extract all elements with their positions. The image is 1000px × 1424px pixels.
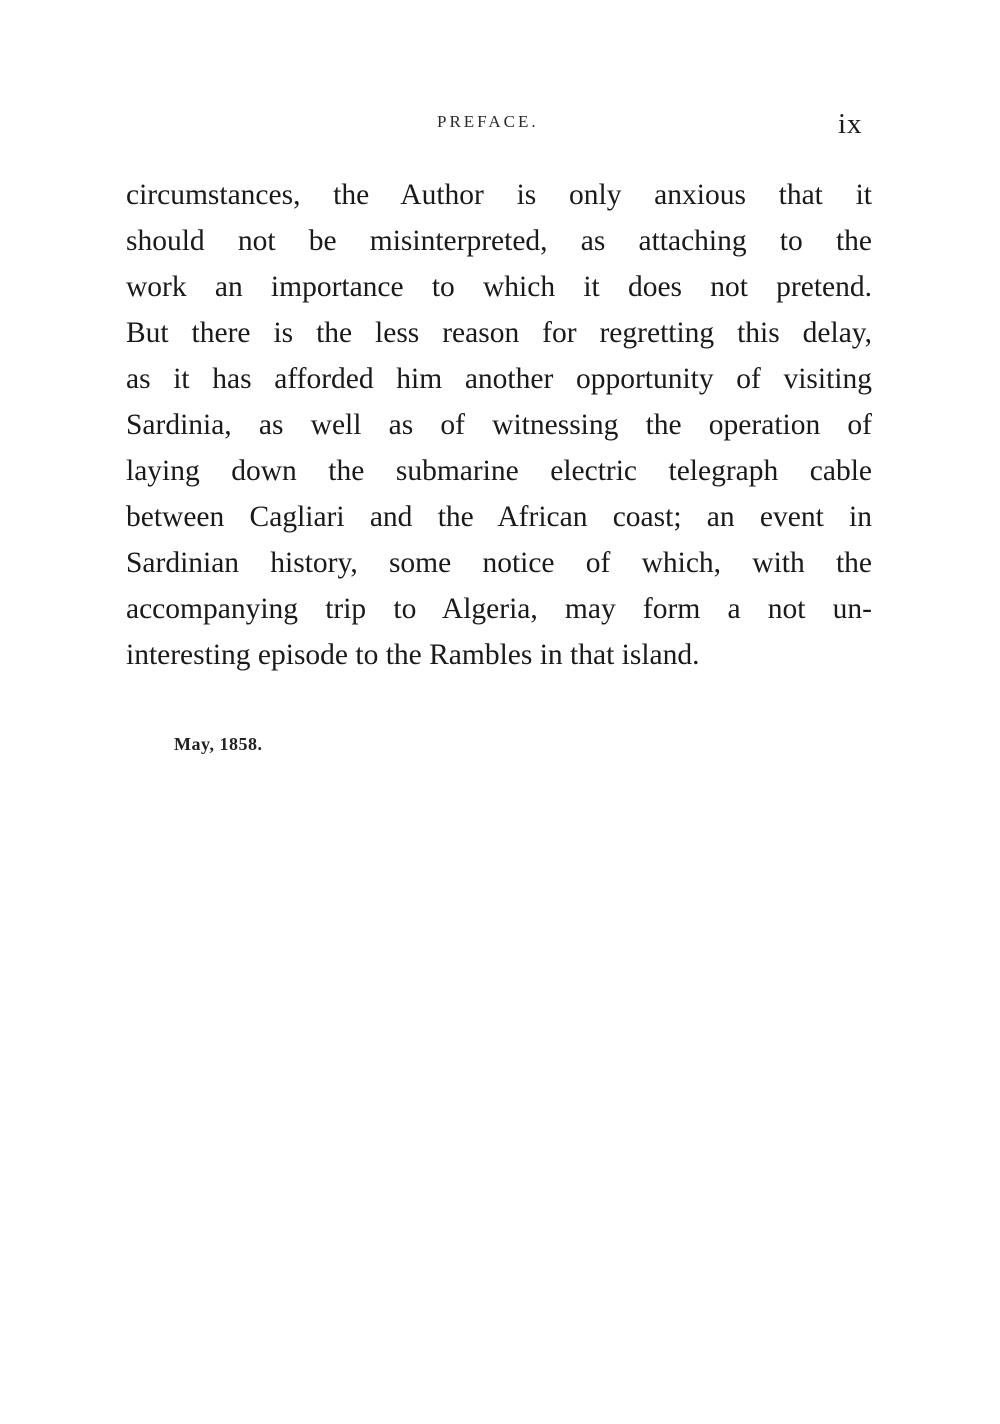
text-line: Sardinia, as well as of witnessing the operation of xyxy=(126,409,872,441)
text-line: Sardinian history, some notice of which, with the xyxy=(126,547,872,579)
text-line: But there is the less reason for regretting this delay, xyxy=(126,317,872,349)
text-line: accompanying trip to Algeria, may form a not un- xyxy=(126,593,872,625)
text-line: work an importance to which it does not pretend. xyxy=(126,271,872,303)
running-head xyxy=(0,108,1000,148)
running-title: PREFACE. xyxy=(437,112,539,131)
text-line: circumstances, the Author is only anxious that it xyxy=(126,179,872,211)
text-line: between Cagliari and the African coast; an event in xyxy=(126,501,872,533)
dateline: May, 1858. xyxy=(174,734,263,754)
preface-paragraph xyxy=(126,172,872,678)
page-number: ix xyxy=(838,108,863,140)
text-line: should not be misinterpreted, as attaching to the xyxy=(126,225,872,257)
text-line: as it has afforded him another opportunity of visiting xyxy=(126,363,872,395)
text-line: laying down the submarine electric telegraph cable xyxy=(126,455,872,487)
text-line: interesting episode to the Rambles in that island. xyxy=(126,639,700,671)
